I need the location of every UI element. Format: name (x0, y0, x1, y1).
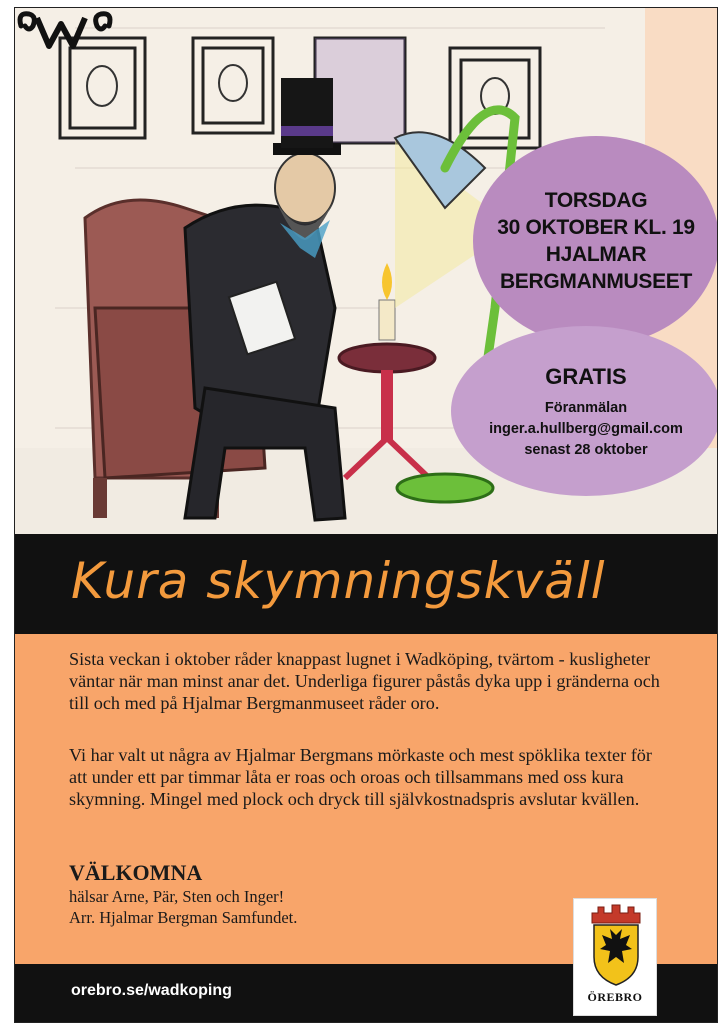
venue-line-2: BERGMANMUSEET (499, 270, 693, 293)
page-title: Kura skymningskväll (71, 552, 606, 610)
registration-bubble (451, 326, 717, 496)
registration-email[interactable]: inger.a.hullberg@gmail.com (489, 420, 683, 437)
crest-box (573, 898, 657, 1016)
price-label: GRATIS (545, 363, 627, 389)
date-line-1: TORSDAG (544, 189, 648, 212)
event-date-bubble (473, 136, 717, 346)
registration-deadline: senast 28 oktober (524, 441, 648, 458)
venue-line-1: HJALMAR (545, 243, 647, 266)
date-line-2: 30 OKTOBER KL. 19 (497, 216, 695, 239)
w-logo-icon (15, 8, 115, 54)
illustration (15, 8, 717, 534)
welcome-line-2: Arr. Hjalmar Bergman Samfundet. (69, 908, 298, 927)
title-band (15, 534, 717, 634)
crest-label: ÖREBRO (587, 990, 643, 1004)
footer-link[interactable]: orebro.se/wadkoping (71, 982, 232, 999)
registration-label: Föranmälan (544, 399, 628, 416)
body-paragraph-2: Vi har valt ut några av Hjalmar Bergmans mörkaste och mest spöklika texter för att under ett par timmar låta er roas och oroas och tillsammans med oss kura skymning. Mingel med plock och dryck till självkostnadspris avslutar kvällen. (69, 745, 652, 809)
welcome-block (69, 860, 297, 928)
body-paragraph-1: Sista veckan i oktober råder knappast lugnet i Wadköping, tvärtom - kusligheter väntar när man minst anar det. Underliga figurer påstås dyka upp i gränderna och till och med på Hjalmar Bergmanmuseet råder oro. (69, 649, 660, 713)
orebro-crest-icon (574, 899, 658, 989)
poster (14, 7, 718, 1023)
welcome-heading: VÄLKOMNA (69, 860, 203, 885)
welcome-line-1: hälsar Arne, Pär, Sten och Inger! (69, 887, 285, 906)
